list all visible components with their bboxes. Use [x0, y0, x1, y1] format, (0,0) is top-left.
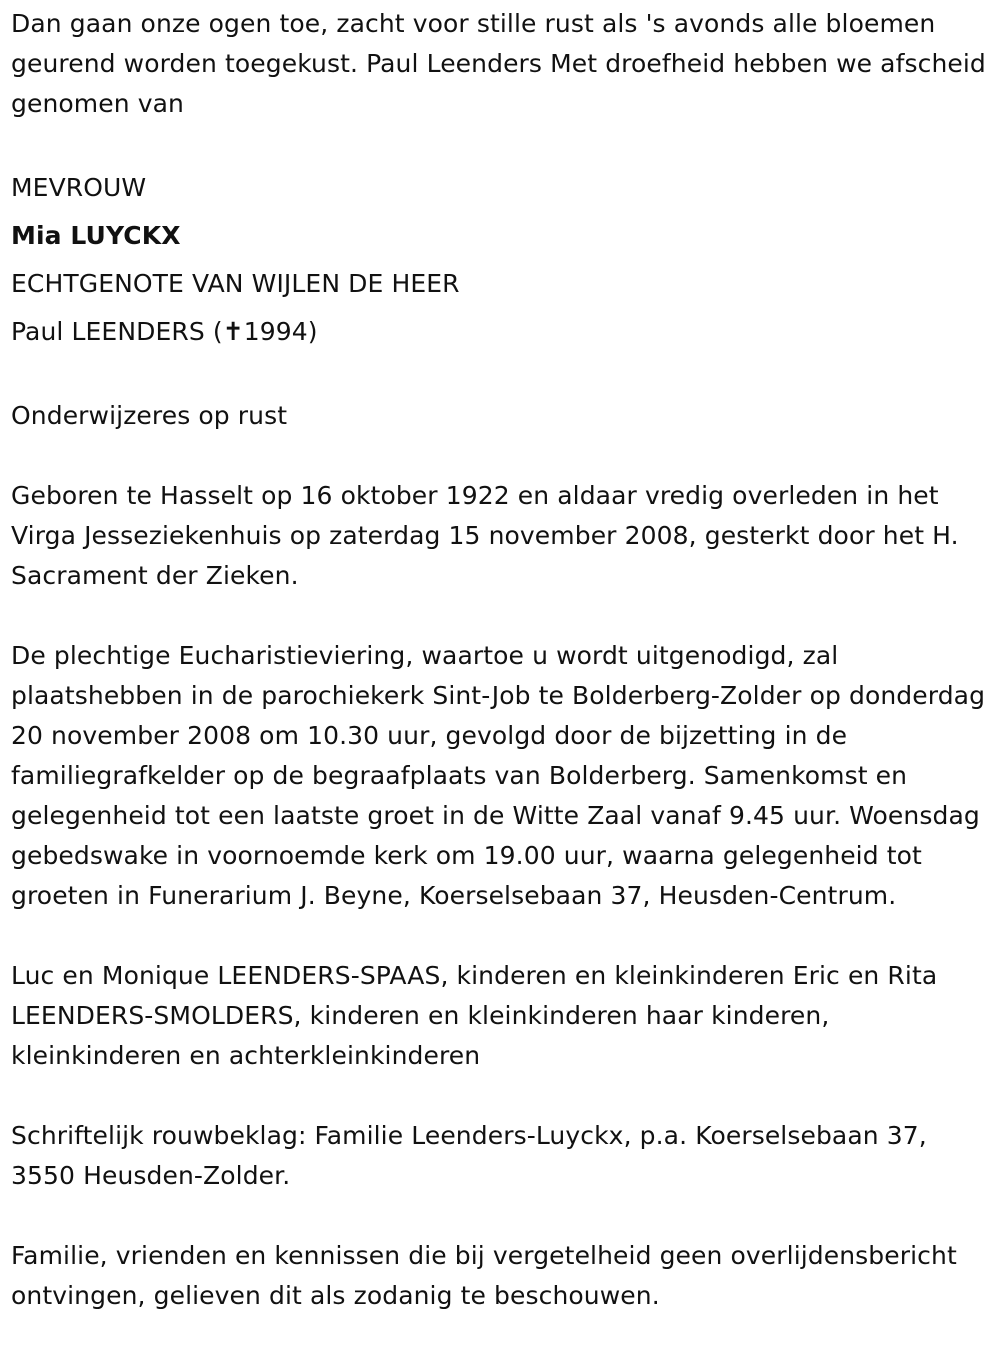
spacer [11, 916, 986, 956]
deceased-name: Mia LUYCKX [11, 221, 181, 250]
spacer [11, 1196, 986, 1236]
cross-icon: ✝ [222, 317, 244, 346]
intro-paragraph: Dan gaan onze ogen toe, zacht voor stille rust als 's avonds alle bloemen geurend worden toegekust. Paul Leenders Met droefheid hebben we afscheid genomen van [11, 9, 986, 118]
title-prefix: MEVROUW [11, 173, 147, 202]
spacer [11, 1076, 986, 1116]
ceremony-paragraph: De plechtige Eucharistieviering, waartoe u wordt uitgenodigd, zal plaatshebben in de parochiekerk Sint-Job te Bolderberg-Zolder op donderdag 20 november 2008 om 10.30 uur, gevolgd door de bijzetting in de familiegrafkelder op de begraafplaats van Bolderberg. Samenkomst en gelegenheid tot een laatste groet in de Witte Zaal vanaf 9.45 uur. Woensdag gebedswake in voornoemde kerk om 19.00 uur, waarna gelegenheid tot groeten in Funerarium J. Beyne, Koerselsebaan 37, Heusden-Centrum. [11, 641, 986, 910]
relation-line: ECHTGENOTE VAN WIJLEN DE HEER [11, 269, 460, 298]
condolences-paragraph: Schriftelijk rouwbeklag: Familie Leenders-Luyckx, p.a. Koerselsebaan 37, 3550 Heusden-Zolder. [11, 1121, 927, 1190]
spacer [11, 124, 986, 164]
spouse-year: 1994) [243, 317, 318, 346]
spacer [11, 596, 986, 636]
profession-line: Onderwijzeres op rust [11, 401, 288, 430]
spouse-line [11, 308, 986, 356]
spacer [11, 356, 986, 396]
spouse-name: Paul LEENDERS ( [11, 317, 223, 346]
obituary-document [11, 4, 986, 1316]
family-paragraph: Luc en Monique LEENDERS-SPAAS, kinderen en kleinkinderen Eric en Rita LEENDERS-SMOLDERS, kinderen en kleinkinderen haar kinderen, kleinkinderen en achterkleinkinderen [11, 961, 938, 1070]
closing-paragraph: Familie, vrienden en kennissen die bij vergetelheid geen overlijdensbericht ontvingen, gelieven dit als zodanig te beschouwen. [11, 1241, 957, 1310]
spacer [11, 436, 986, 476]
birth-death-paragraph: Geboren te Hasselt op 16 oktober 1922 en aldaar vredig overleden in het Virga Jesseziekenhuis op zaterdag 15 november 2008, gesterkt door het H. Sacrament der Zieken. [11, 481, 959, 590]
